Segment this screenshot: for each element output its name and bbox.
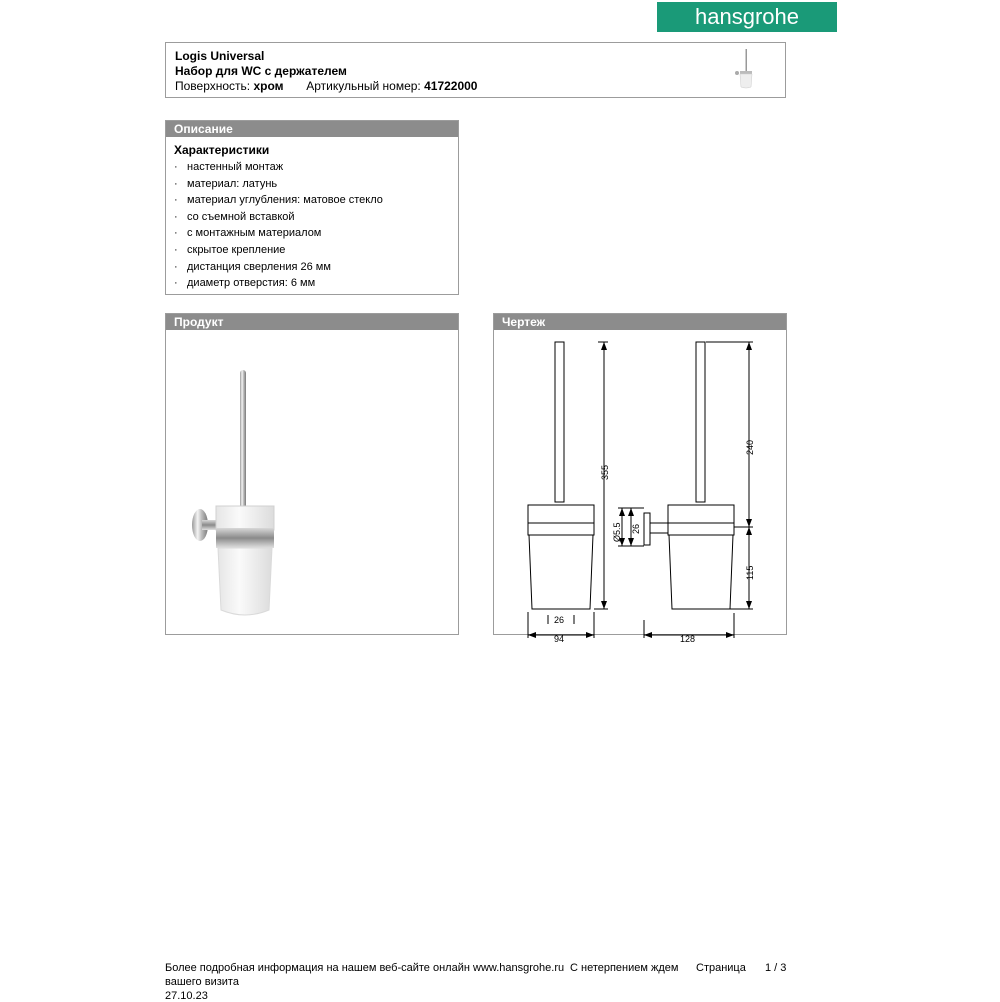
product-type: Набор для WC с держателем — [175, 64, 347, 78]
glass-cup — [218, 548, 272, 615]
description-panel — [165, 120, 459, 295]
dim-holder-height: 115 — [745, 565, 755, 580]
dim-width: 94 — [554, 634, 565, 644]
drawing-header: Чертеж — [494, 314, 786, 330]
product-image — [166, 330, 458, 634]
front-brush-handle — [555, 342, 564, 502]
product-surface-article — [175, 79, 477, 93]
dim-brush-length: 240 — [745, 439, 755, 455]
product-panel — [165, 313, 459, 635]
list-item: · дистанция сверления 26 мм — [174, 259, 458, 276]
product-header-bar: Продукт — [166, 314, 458, 330]
footer-waiting-line2: вашего визита — [165, 976, 239, 988]
product-header — [165, 42, 786, 98]
dim-base-inner: 26 — [554, 615, 565, 625]
list-item: · с монтажным материалом — [174, 225, 458, 242]
technical-drawing — [494, 330, 786, 644]
footer-page-number: 1 / 3 — [765, 962, 787, 974]
surface-label: Поверхность: — [175, 79, 251, 93]
article-label: Артикульный номер: — [306, 79, 421, 93]
footer-waiting-line1: С нетерпением ждем — [570, 962, 679, 974]
hansgrohe-logo: hansgrohe — [657, 2, 837, 32]
characteristics-title: Характеристики — [174, 143, 270, 157]
side-holder-top — [668, 505, 734, 523]
surface-value: хром — [253, 79, 284, 93]
side-cup — [669, 535, 733, 609]
footer-page-label: Страница — [696, 962, 746, 974]
product-thumbnail — [726, 47, 766, 93]
front-cup — [529, 535, 593, 609]
footer-date: 27.10.23 — [165, 990, 208, 1002]
side-wall-plate — [644, 513, 650, 545]
footer-more-info: Более подробная информация на нашем веб-сайте онлайн — [165, 962, 470, 974]
dim-mount-spacing: 26 — [631, 523, 641, 534]
dim-depth: 128 — [680, 634, 696, 644]
list-item: · диаметр отверстия: 6 мм — [174, 275, 458, 292]
list-item: · материал: латунь — [174, 176, 458, 193]
front-holder-top — [528, 505, 594, 523]
list-item: · скрытое крепление — [174, 242, 458, 259]
list-item: · настенный монтаж — [174, 159, 458, 176]
footer-website-link[interactable]: www.hansgrohe.ru — [473, 962, 565, 974]
description-header: Описание — [166, 121, 458, 137]
list-item: · материал углубления: матовое стекло — [174, 192, 458, 209]
product-name: Logis Universal — [175, 49, 265, 63]
drawing-panel — [493, 313, 787, 644]
features-list — [166, 159, 458, 292]
side-brush-handle — [696, 342, 705, 502]
dim-diameter: Ø5.5 — [612, 522, 622, 542]
dim-height-total: 355 — [600, 464, 610, 480]
glass-top — [216, 506, 274, 530]
holder-ring — [216, 528, 274, 548]
list-item: · со съемной вставкой — [174, 209, 458, 226]
article-value: 41722000 — [424, 79, 478, 93]
